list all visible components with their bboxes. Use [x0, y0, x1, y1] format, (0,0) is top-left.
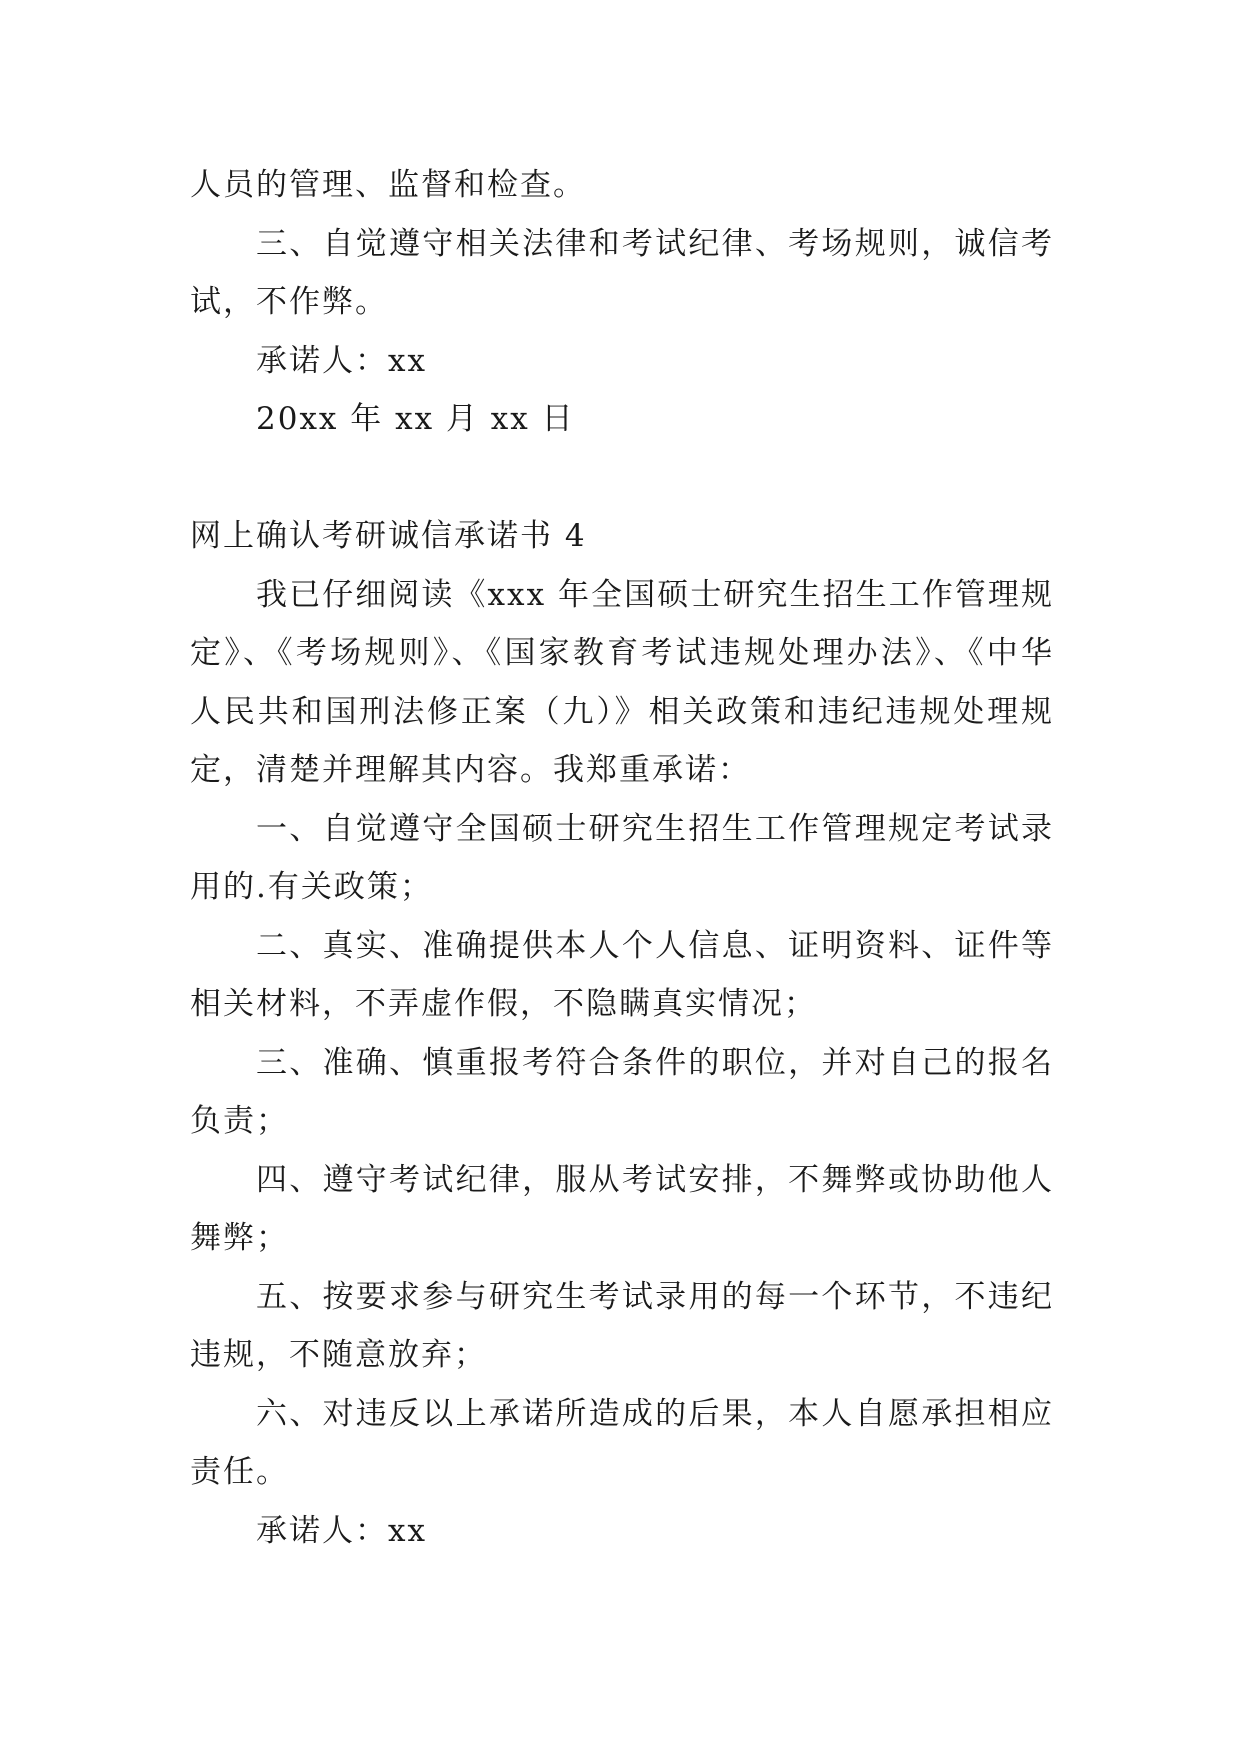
paragraph-line: 违规，不随意放弃； — [190, 1337, 487, 1373]
document-body — [190, 156, 1056, 1560]
paragraph-line: 五、按要求参与研究生考试录用的每一个环节，不违纪 — [256, 1278, 1055, 1315]
paragraph-line: 责任。 — [190, 1454, 289, 1490]
date-line: 20xx 年 xx 月 xx 日 — [256, 401, 575, 437]
pledge-item — [190, 1268, 1055, 1385]
paragraph — [190, 215, 1055, 332]
paragraph-line: 二、真实、准确提供本人个人信息、证明资料、证件等 — [256, 927, 1055, 964]
blank-line — [190, 449, 1052, 508]
pledge-item — [190, 1034, 1055, 1151]
paragraph-line: 相关材料，不弄虚作假，不隐瞒真实情况； — [190, 986, 817, 1022]
paragraph-line: 舞弊； — [190, 1220, 289, 1256]
pledge-item — [190, 800, 1055, 917]
letter-title: 网上确认考研诚信承诺书 4 — [190, 518, 587, 554]
paragraph-line: 人员的管理、监督和检查。 — [190, 167, 586, 203]
paragraph-line: 三、自觉遵守相关法律和考试纪律、考场规则，诚信考 — [256, 225, 1055, 262]
paragraph-line: 定》、《考场规则》、《国家教育考试违规处理办法》、《中华 — [190, 635, 1056, 671]
paragraph-line: 负责； — [190, 1103, 289, 1139]
pledge-item — [190, 1385, 1055, 1502]
paragraph-line: 六、对违反以上承诺所造成的后果，本人自愿承担相应 — [256, 1395, 1055, 1432]
paragraph-line: 四、遵守考试纪律，服从考试安排，不舞弊或协助他人 — [256, 1161, 1055, 1198]
pledge-item — [190, 1151, 1055, 1268]
paragraph — [190, 156, 1052, 215]
pledge-item — [190, 917, 1055, 1034]
intro-paragraph — [190, 566, 1056, 800]
paragraph-line: 人民共和国刑法修正案（九）》相关政策和违纪违规处理规 — [190, 693, 1055, 730]
paragraph-line: 一、自觉遵守全国硕士研究生招生工作管理规定考试录 — [256, 810, 1055, 847]
paragraph-line: 定，清楚并理解其内容。我郑重承诺： — [190, 752, 751, 788]
signer-line: 承诺人：xx — [256, 1512, 427, 1549]
paragraph-line: 试，不作弊。 — [190, 284, 388, 320]
paragraph-line: 用的.有关政策； — [190, 869, 433, 905]
signer-line: 承诺人：xx — [256, 342, 427, 379]
paragraph-line: 我已仔细阅读《xxx 年全国硕士研究生招生工作管理规 — [256, 576, 1055, 613]
paragraph-line: 三、准确、慎重报考符合条件的职位，并对自己的报名 — [256, 1044, 1055, 1081]
